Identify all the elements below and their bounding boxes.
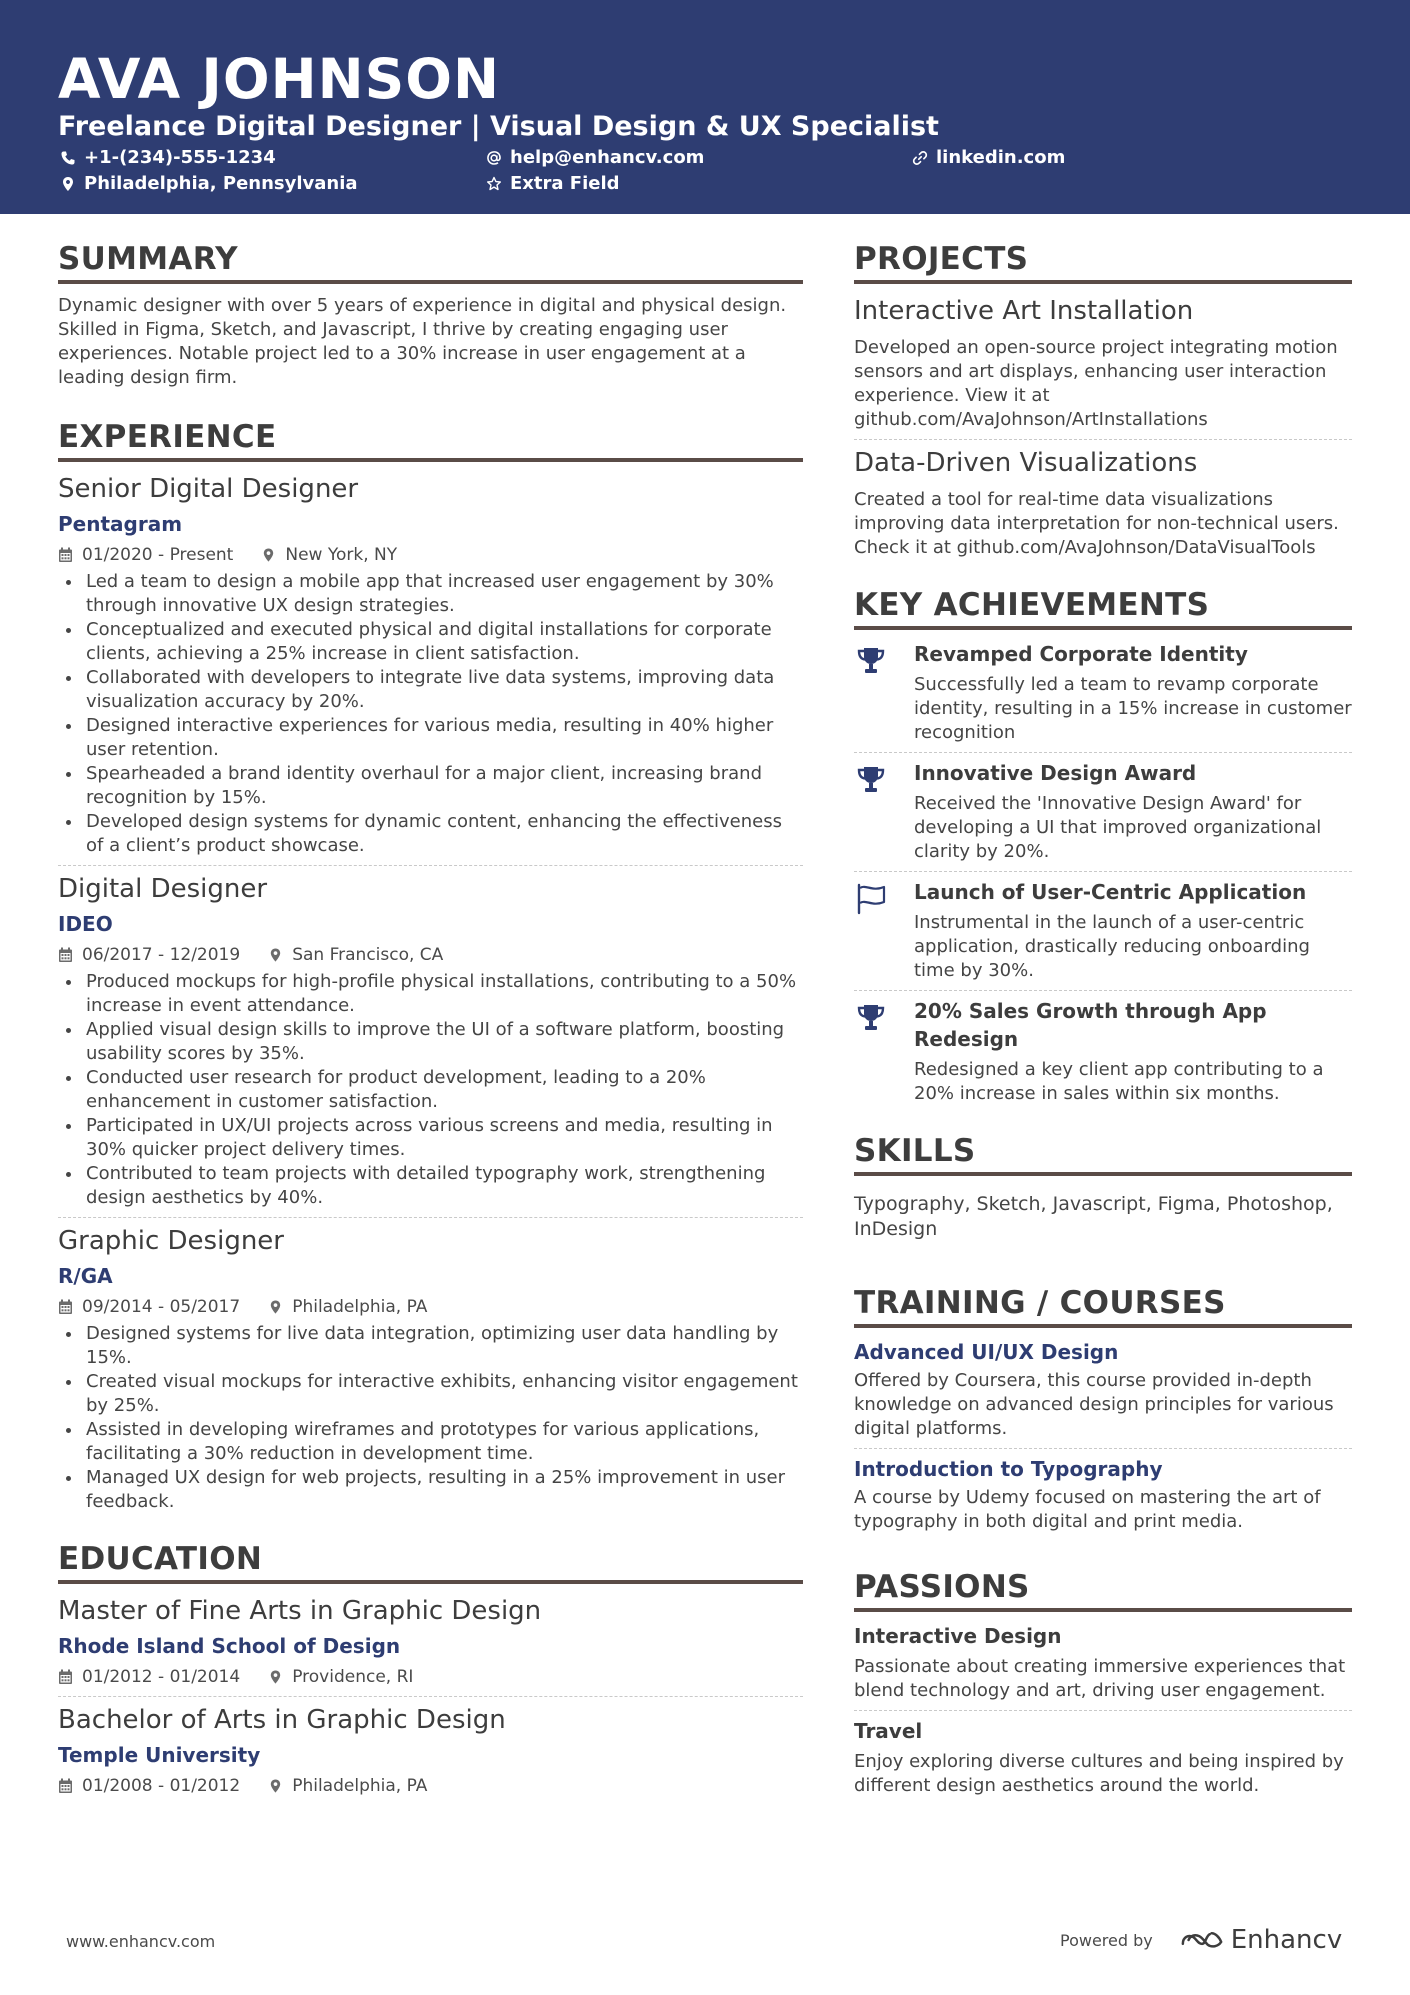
- location-text: Philadelphia, Pennsylvania: [84, 173, 358, 194]
- summary-text: Dynamic designer with over 5 years of experience in digital and physical design. Skilled in Figma, Sketch, and Javascript, I thrive by creating engaging user experiences. Notable project led to a 30% increase in user engagement at a leading design firm.: [58, 295, 787, 388]
- passion-entry: [854, 1717, 1352, 1798]
- divider: [58, 1696, 803, 1697]
- contact-phone[interactable]: [60, 146, 276, 170]
- job-role: Senior Digital Designer: [58, 474, 359, 504]
- achievement-item: [854, 640, 1352, 745]
- bullet-item: Led a team to design a mobile app that increased user engagement by 30% through innovative UX design strategies.: [58, 570, 803, 618]
- achievement-desc: Instrumental in the launch of a user-centric application, drastically reducing onboarding time by 30%.: [914, 912, 1310, 981]
- course-title: Advanced UI/UX Design: [854, 1340, 1119, 1364]
- job-dates: 01/2020 - Present: [82, 545, 234, 565]
- location-pin-icon: [261, 547, 276, 563]
- job-location-text: San Francisco, CA: [292, 945, 444, 965]
- skills-heading: SKILLS: [854, 1132, 1352, 1176]
- location-pin-icon: [268, 1669, 283, 1685]
- job-dates: 06/2017 - 12/2019: [82, 945, 241, 965]
- job-company: R/GA: [58, 1264, 113, 1288]
- divider: [854, 1710, 1352, 1711]
- bullet-item: Applied visual design skills to improve the UI of a software platform, boosting usability scores by 35%.: [58, 1018, 803, 1066]
- achievement-item: [854, 997, 1352, 1106]
- location-pin-icon: [268, 947, 283, 963]
- achievement-title: Innovative Design Award: [914, 761, 1197, 785]
- education-meta: [58, 1665, 803, 1689]
- education-dates: 01/2012 - 01/2014: [82, 1667, 241, 1687]
- job-location-text: Philadelphia, PA: [292, 1297, 428, 1317]
- flag-icon: [854, 882, 888, 916]
- job-entry: [58, 1224, 803, 1514]
- divider: [854, 1448, 1352, 1449]
- extra-text: Extra Field: [510, 173, 620, 194]
- bullet-item: Conducted user research for product development, leading to a 20% enhancement in customer satisfaction.: [58, 1066, 803, 1114]
- bullet-item: Designed interactive experiences for various media, resulting in 40% higher user retention.: [58, 714, 803, 762]
- education-entry: [58, 1594, 803, 1689]
- brand-logo[interactable]: [1179, 1925, 1342, 1955]
- experience-heading: EXPERIENCE: [58, 418, 803, 462]
- divider: [854, 439, 1352, 440]
- location-pin-icon: [268, 1299, 283, 1315]
- powered-by-label: Powered by: [1060, 1930, 1153, 1950]
- left-column: [58, 240, 803, 1798]
- bullet-item: Designed systems for live data integration, optimizing user data handling by 15%.: [58, 1322, 803, 1370]
- candidate-name: AVA JOHNSON: [58, 47, 501, 111]
- job-meta: [58, 543, 803, 567]
- education-heading: EDUCATION: [58, 1540, 803, 1584]
- achievement-title: 20% Sales Growth through App Redesign: [914, 999, 1267, 1051]
- job-location: [268, 943, 443, 967]
- course-entry: [854, 1455, 1352, 1534]
- divider: [58, 1217, 803, 1218]
- resume-header: [0, 0, 1410, 214]
- degree-title: Bachelor of Arts in Graphic Design: [58, 1705, 506, 1735]
- location-pin-icon: [60, 176, 76, 192]
- skills-text: Typography, Sketch, Javascript, Figma, Photoshop, InDesign: [854, 1193, 1333, 1240]
- course-entry: [854, 1338, 1352, 1441]
- contact-extra: [486, 172, 620, 196]
- job-bullets: [58, 570, 803, 858]
- achievement-item: [854, 759, 1352, 864]
- education-location-text: Providence, RI: [292, 1667, 414, 1687]
- job-location: [268, 1295, 427, 1319]
- passion-title: Travel: [854, 1719, 923, 1743]
- project-title: Interactive Art Installation: [854, 296, 1194, 326]
- bullet-item: Managed UX design for web projects, resulting in a 25% improvement in user feedback.: [58, 1466, 803, 1514]
- contact-linkedin[interactable]: [912, 146, 1065, 170]
- bullet-item: Conceptualized and executed physical and digital installations for corporate clients, achieving a 25% increase in client satisfaction.: [58, 618, 803, 666]
- job-dates: 09/2014 - 05/2017: [82, 1297, 241, 1317]
- projects-heading: PROJECTS: [854, 240, 1352, 284]
- contact-location: [60, 172, 358, 196]
- candidate-title: Freelance Digital Designer | Visual Design & UX Specialist: [58, 111, 939, 142]
- bullet-item: Developed design systems for dynamic content, enhancing the effectiveness of a client’s product showcase.: [58, 810, 803, 858]
- school-name: Rhode Island School of Design: [58, 1634, 401, 1658]
- star-icon: [486, 176, 502, 192]
- course-desc: A course by Udemy focused on mastering the art of typography in both digital and print media.: [854, 1487, 1321, 1532]
- phone-text: +1-(234)-555-1234: [84, 147, 276, 168]
- brand-name: Enhancv: [1230, 1925, 1343, 1955]
- passion-desc: Passionate about creating immersive experiences that blend technology and art, driving user engagement.: [854, 1656, 1346, 1701]
- trophy-icon: [854, 763, 888, 797]
- right-column: [854, 240, 1352, 1798]
- trophy-icon: [854, 644, 888, 678]
- bullet-item: Contributed to team projects with detailed typography work, strengthening design aesthetics by 40%.: [58, 1162, 803, 1210]
- calendar-icon: [58, 547, 73, 563]
- linkedin-text: linkedin.com: [936, 147, 1066, 168]
- education-dates: 01/2008 - 01/2012: [82, 1776, 241, 1796]
- footer-website[interactable]: www.enhancv.com: [66, 1932, 216, 1951]
- job-entry: [58, 472, 803, 858]
- calendar-icon: [58, 1669, 73, 1685]
- job-bullets: [58, 970, 803, 1210]
- education-location: [268, 1665, 413, 1689]
- school-name: Temple University: [58, 1743, 261, 1767]
- link-icon: [912, 150, 928, 166]
- project-desc: Developed an open-source project integrating motion sensors and art displays, enhancing user interaction experience. View it at github.com/AvaJohnson/ArtInstallations: [854, 337, 1338, 430]
- project-desc: Created a tool for real-time data visualizations improving data interpretation for non-technical users. Check it at github.com/AvaJohnson/DataVisualTools: [854, 489, 1339, 558]
- bullet-item: Collaborated with developers to integrate live data systems, improving data visualization accuracy by 20%.: [58, 666, 803, 714]
- enhancv-logo-icon: [1179, 1928, 1225, 1952]
- job-bullets: [58, 1322, 803, 1514]
- job-meta: [58, 1295, 803, 1319]
- course-title: Introduction to Typography: [854, 1457, 1163, 1481]
- summary-heading: SUMMARY: [58, 240, 803, 284]
- bullet-item: Produced mockups for high-profile physical installations, contributing to a 50% increase in event attendance.: [58, 970, 803, 1018]
- footer-branding: [1060, 1925, 1342, 1955]
- divider: [854, 752, 1352, 753]
- email-text: help@enhancv.com: [510, 147, 705, 168]
- job-role: Graphic Designer: [58, 1226, 284, 1256]
- trophy-icon: [854, 1001, 888, 1035]
- calendar-icon: [58, 947, 73, 963]
- divider: [58, 865, 803, 866]
- course-desc: Offered by Coursera, this course provided in-depth knowledge on advanced design principles for various digital platforms.: [854, 1370, 1334, 1439]
- achievement-item: [854, 878, 1352, 983]
- education-meta: [58, 1774, 803, 1798]
- project-title: Data-Driven Visualizations: [854, 448, 1198, 478]
- education-location: [268, 1774, 427, 1798]
- job-meta: [58, 943, 803, 967]
- divider: [854, 871, 1352, 872]
- job-role: Digital Designer: [58, 874, 268, 904]
- job-company: Pentagram: [58, 512, 183, 536]
- location-pin-icon: [268, 1778, 283, 1794]
- passions-heading: PASSIONS: [854, 1568, 1352, 1612]
- bullet-item: Created visual mockups for interactive exhibits, enhancing visitor engagement by 25%.: [58, 1370, 803, 1418]
- education-entry: [58, 1703, 803, 1798]
- passion-title: Interactive Design: [854, 1624, 1062, 1648]
- job-location-text: New York, NY: [285, 545, 398, 565]
- achievement-title: Revamped Corporate Identity: [914, 642, 1248, 666]
- education-location-text: Philadelphia, PA: [292, 1776, 428, 1796]
- achievement-title: Launch of User-Centric Application: [914, 880, 1307, 904]
- passion-desc: Enjoy exploring diverse cultures and being inspired by different design aesthetics around the world.: [854, 1751, 1344, 1796]
- phone-icon: [60, 150, 76, 166]
- bullet-item: Assisted in developing wireframes and prototypes for various applications, facilitating a 30% reduction in development time.: [58, 1418, 803, 1466]
- calendar-icon: [58, 1778, 73, 1794]
- job-entry: [58, 872, 803, 1210]
- achievement-desc: Received the 'Innovative Design Award' for developing a UI that improved organizational clarity by 20%.: [914, 793, 1322, 862]
- job-company: IDEO: [58, 912, 113, 936]
- achievement-desc: Redesigned a key client app contributing to a 20% increase in sales within six months.: [914, 1059, 1324, 1104]
- achievement-desc: Successfully led a team to revamp corporate identity, resulting in a 15% increase in customer recognition: [914, 674, 1352, 743]
- at-icon: [486, 150, 502, 166]
- degree-title: Master of Fine Arts in Graphic Design: [58, 1596, 542, 1626]
- bullet-item: Spearheaded a brand identity overhaul for a major client, increasing brand recognition by 15%.: [58, 762, 803, 810]
- contact-email[interactable]: [486, 146, 704, 170]
- passion-entry: [854, 1622, 1352, 1703]
- project-entry: [854, 294, 1352, 432]
- divider: [854, 990, 1352, 991]
- achievements-heading: KEY ACHIEVEMENTS: [854, 586, 1352, 630]
- calendar-icon: [58, 1299, 73, 1315]
- job-location: [261, 543, 397, 567]
- project-entry: [854, 446, 1352, 560]
- bullet-item: Participated in UX/UI projects across various screens and media, resulting in 30% quicker project delivery times.: [58, 1114, 803, 1162]
- training-heading: TRAINING / COURSES: [854, 1284, 1352, 1328]
